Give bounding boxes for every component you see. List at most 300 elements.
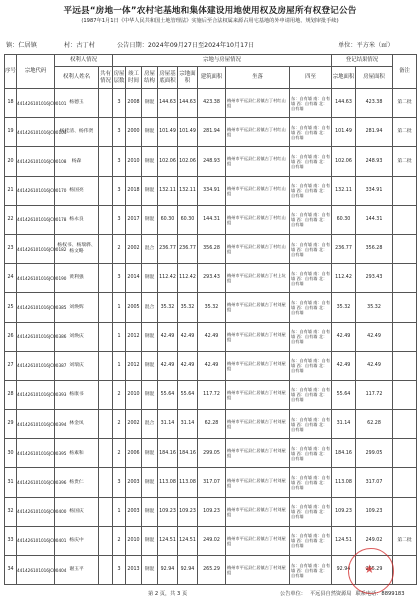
- cell-build-area: 293.43: [198, 264, 226, 293]
- cell-seq: 29: [5, 410, 17, 439]
- cell-bounds: 东：自有墙 南：自有墙 西：自有墙 北：自有墙: [290, 322, 332, 351]
- cell-build-area: 144.31: [198, 205, 226, 234]
- cell-reg-house: 42.49: [356, 322, 393, 351]
- cell-year: 2010: [126, 147, 142, 176]
- page-indicator: 第 2 页，共 3 页: [148, 591, 188, 597]
- table-row: [5, 439, 417, 468]
- cell-code: 441426101016JC00401: [17, 526, 55, 555]
- cell-note: [393, 322, 417, 351]
- cell-floors: 1: [113, 497, 126, 526]
- cell-year: 2014: [126, 264, 142, 293]
- cell-name: 刘瑞庆: [55, 351, 99, 380]
- cell-land-area: 55.64: [178, 380, 198, 409]
- table-row: [5, 410, 417, 439]
- cell-year: 2010: [126, 380, 142, 409]
- cell-build-area: 35.32: [198, 293, 226, 322]
- cell-reg-land: 35.32: [332, 293, 356, 322]
- cell-struct: 钢混: [142, 556, 158, 585]
- cell-base-area: 144.63: [158, 89, 178, 118]
- cell-note: [393, 556, 417, 585]
- table-row: [5, 89, 417, 118]
- cell-struct: 钢混: [142, 118, 158, 147]
- cell-year: 2000: [126, 118, 142, 147]
- cell-location: 梅州市平远县仁居镇古丁村上坑组: [226, 264, 290, 293]
- cell-reg-house: 265.29: [356, 556, 393, 585]
- cell-location: 梅州市平远县仁居镇古丁村红山组: [226, 205, 290, 234]
- cell-code: 441426101016JC00394: [17, 410, 55, 439]
- cell-base-area: 42.49: [158, 322, 178, 351]
- cell-note: [393, 410, 417, 439]
- cell-floors: 2: [113, 526, 126, 555]
- cell-name: 杨桂清、杨伟贤: [55, 118, 99, 147]
- cell-year: 2018: [126, 176, 142, 205]
- cell-name: 杨国庆: [55, 497, 99, 526]
- cell-co: [99, 293, 113, 322]
- col-header-note: 备注: [393, 55, 417, 89]
- cell-year: 2008: [126, 89, 142, 118]
- cell-floors: 1: [113, 351, 126, 380]
- cell-location: 梅州市平远县仁居镇古丁村刘屋组: [226, 439, 290, 468]
- cell-code: 441426101016JC00385: [17, 293, 55, 322]
- cell-floors: 3: [113, 147, 126, 176]
- cell-note: 第二批: [393, 118, 417, 147]
- cell-note: [393, 468, 417, 497]
- cell-name: 杨权书、杨瑞骅、杨文略: [55, 234, 99, 263]
- table-row: [5, 118, 417, 147]
- cell-co: [99, 439, 113, 468]
- cell-location: 梅州市平远县仁居镇古丁村刘屋组: [226, 293, 290, 322]
- cell-seq: 20: [5, 147, 17, 176]
- cell-reg-house: 317.07: [356, 468, 393, 497]
- period-label: 公告日期：2024年09月27日至2024年10月17日: [117, 42, 255, 49]
- cell-base-area: 112.42: [158, 264, 178, 293]
- cell-base-area: 102.06: [158, 147, 178, 176]
- table-row: [5, 322, 417, 351]
- cell-floors: 3: [113, 264, 126, 293]
- doc-subtitle: (1987年1月1日《中华人民共和国土地管理法》实施后至合法权属来源占用宅基地的外申请用地、规划审批手续): [81, 18, 339, 24]
- cell-reg-land: 124.51: [332, 526, 356, 555]
- cell-land-area: 101.49: [178, 118, 198, 147]
- cell-reg-house: 62.28: [356, 410, 393, 439]
- cell-reg-house: 42.49: [356, 351, 393, 380]
- village-label: 村：古丁村: [64, 42, 95, 49]
- cell-name: 谢玉平: [55, 556, 99, 585]
- doc-title: 平远县“房地一体”农村宅基地和集体建设用地使用权及房屋所有权登记公告: [63, 6, 357, 16]
- cell-note: [393, 439, 417, 468]
- cell-name: 刘焕辉: [55, 293, 99, 322]
- cell-co: [99, 118, 113, 147]
- cell-build-area: 317.07: [198, 468, 226, 497]
- cell-struct: 钢混: [142, 205, 158, 234]
- cell-co: [99, 556, 113, 585]
- cell-land-area: 102.06: [178, 147, 198, 176]
- col-header-build-area: 建筑面积: [198, 67, 226, 89]
- cell-struct: 混合: [142, 410, 158, 439]
- cell-reg-land: 55.64: [332, 380, 356, 409]
- cell-name: 林金凤: [55, 410, 99, 439]
- cell-seq: 34: [5, 556, 17, 585]
- col-group-reg: 登记结果情况: [332, 55, 393, 67]
- table-row: [5, 526, 417, 555]
- col-header-land-area: 宗地面积: [178, 67, 198, 89]
- col-header-struct: 房屋结构: [142, 67, 158, 89]
- cell-floors: 3: [113, 176, 126, 205]
- cell-reg-land: 109.23: [332, 497, 356, 526]
- cell-reg-house: 293.43: [356, 264, 393, 293]
- cell-struct: 钢混: [142, 147, 158, 176]
- cell-name: 杨永良: [55, 205, 99, 234]
- cell-reg-house: 248.93: [356, 147, 393, 176]
- cell-code: 441426101016JC00386: [17, 322, 55, 351]
- cell-co: [99, 234, 113, 263]
- cell-land-area: 113.08: [178, 468, 198, 497]
- cell-seq: 23: [5, 234, 17, 263]
- cell-bounds: 东：自有墙 南：自有墙 西：自有墙 北：自有墙: [290, 497, 332, 526]
- table-row: [5, 380, 417, 409]
- cell-co: [99, 468, 113, 497]
- cell-year: 2003: [126, 497, 142, 526]
- cell-location: 梅州市平远县仁居镇古丁村红山组: [226, 89, 290, 118]
- cell-build-area: 117.72: [198, 380, 226, 409]
- cell-location: 梅州市平远县仁居镇古丁村刘屋组: [226, 468, 290, 497]
- cell-reg-land: 42.49: [332, 351, 356, 380]
- cell-year: 2012: [126, 351, 142, 380]
- cell-floors: 2: [113, 410, 126, 439]
- cell-note: 第二批: [393, 89, 417, 118]
- cell-location: 梅州市平远县仁居镇古丁村刘屋组: [226, 410, 290, 439]
- cell-struct: 钢混: [142, 526, 158, 555]
- cell-location: 梅州市平远县仁居镇古丁村红山组: [226, 234, 290, 263]
- cell-reg-land: 102.06: [332, 147, 356, 176]
- cell-base-area: 236.77: [158, 234, 178, 263]
- cell-base-area: 35.32: [158, 293, 178, 322]
- cell-seq: 25: [5, 293, 17, 322]
- cell-seq: 19: [5, 118, 17, 147]
- cell-build-area: 281.94: [198, 118, 226, 147]
- cell-year: 2003: [126, 468, 142, 497]
- cell-build-area: 299.05: [198, 439, 226, 468]
- cell-build-area: 42.49: [198, 322, 226, 351]
- unit-label: 单位：平方米（㎡）: [338, 42, 394, 49]
- cell-floors: 2: [113, 380, 126, 409]
- cell-base-area: 184.16: [158, 439, 178, 468]
- cell-name: 杨德玉: [55, 89, 99, 118]
- col-header-co: 共有情况: [99, 67, 113, 89]
- cell-reg-land: 112.42: [332, 264, 356, 293]
- table-row: [5, 468, 417, 497]
- cell-name: 杨庆中: [55, 526, 99, 555]
- table-row: [5, 293, 417, 322]
- cell-floors: 2: [113, 439, 126, 468]
- cell-land-area: 31.14: [178, 410, 198, 439]
- cell-bounds: 东：自有墙 南：自有墙 西：自有墙 北：自有墙: [290, 176, 332, 205]
- cell-location: 梅州市平远县仁居镇古丁村刘屋组: [226, 380, 290, 409]
- cell-struct: 钢混: [142, 89, 158, 118]
- cell-reg-land: 42.49: [332, 322, 356, 351]
- col-header-base-area: 房屋基底面积: [158, 67, 178, 89]
- cell-struct: 钢混: [142, 264, 158, 293]
- table-row: [5, 205, 417, 234]
- cell-bounds: 东：自有墙 南：自有墙 西：自有墙 北：自有墙: [290, 147, 332, 176]
- cell-seq: 30: [5, 439, 17, 468]
- cell-bounds: 东：自有墙 南：自有墙 西：自有墙 北：自有墙: [290, 439, 332, 468]
- official-seal: [348, 548, 394, 594]
- cell-code: 441426101016JC00178: [17, 205, 55, 234]
- cell-bounds: 东：自有墙 南：自有墙 西：自有墙 北：自有墙: [290, 410, 332, 439]
- col-header-bounds: 四至: [290, 67, 332, 89]
- cell-code: 441426101016JC00108: [17, 147, 55, 176]
- cell-base-area: 132.11: [158, 176, 178, 205]
- cell-reg-land: 113.08: [332, 468, 356, 497]
- cell-build-area: 109.23: [198, 497, 226, 526]
- cell-build-area: 249.02: [198, 526, 226, 555]
- col-header-name: 权利人姓名: [55, 67, 99, 89]
- cell-location: 梅州市平远县仁居镇古丁村刘屋组: [226, 322, 290, 351]
- col-header-reg-land: 宗地面积: [332, 67, 356, 89]
- cell-year: 2002: [126, 410, 142, 439]
- cell-reg-land: 184.16: [332, 439, 356, 468]
- town-label: 镇：仁居镇: [6, 42, 37, 49]
- cell-note: [393, 293, 417, 322]
- cell-location: 梅州市平远县仁居镇古丁村红山组: [226, 147, 290, 176]
- cell-base-area: 101.49: [158, 118, 178, 147]
- cell-co: [99, 497, 113, 526]
- table-row: [5, 497, 417, 526]
- cell-struct: 钢混: [142, 176, 158, 205]
- cell-floors: 3: [113, 468, 126, 497]
- cell-year: 2005: [126, 293, 142, 322]
- cell-base-area: 42.49: [158, 351, 178, 380]
- cell-location: 梅州市平远县仁居镇古丁村刘屋组: [226, 526, 290, 555]
- publisher-line: [280, 590, 409, 597]
- col-header-code: 宗地代码: [17, 55, 55, 89]
- cell-reg-house: 423.38: [356, 89, 393, 118]
- col-header-reg-house: 房屋面积: [356, 67, 393, 89]
- table-row: [5, 176, 417, 205]
- cell-co: [99, 147, 113, 176]
- cell-base-area: 109.23: [158, 497, 178, 526]
- cell-code: 441426101016JC00182: [17, 234, 55, 263]
- cell-land-area: 132.11: [178, 176, 198, 205]
- cell-struct: 钢混: [142, 468, 158, 497]
- cell-bounds: 东：自有墙 南：自有墙 西：自有墙 北：自有墙: [290, 293, 332, 322]
- cell-land-area: 42.49: [178, 351, 198, 380]
- cell-base-area: 55.64: [158, 380, 178, 409]
- cell-name: 杨素和: [55, 439, 99, 468]
- cell-co: [99, 380, 113, 409]
- cell-bounds: 东：自有墙 南：自有墙 西：自有墙 北：自有墙: [290, 380, 332, 409]
- cell-floors: 3: [113, 556, 126, 585]
- cell-land-area: 236.77: [178, 234, 198, 263]
- cell-bounds: 东：自有墙 南：自有墙 西：自有墙 北：自有墙: [290, 118, 332, 147]
- cell-code: 441426101016JC00101: [17, 89, 55, 118]
- cell-reg-house: 299.05: [356, 439, 393, 468]
- cell-bounds: 东：自有墙 南：自有墙 西：自有墙 北：自有墙: [290, 89, 332, 118]
- publisher-label: 公告单位：: [280, 591, 306, 597]
- cell-build-area: 62.28: [198, 410, 226, 439]
- col-header-loc: 坐落: [226, 67, 290, 89]
- cell-seq: 27: [5, 351, 17, 380]
- col-header-seq: 序号: [5, 55, 17, 89]
- cell-reg-land: 132.11: [332, 176, 356, 205]
- table-row: [5, 264, 417, 293]
- cell-reg-house: 281.94: [356, 118, 393, 147]
- cell-land-area: 109.23: [178, 497, 198, 526]
- cell-bounds: 东：自有墙 南：自有墙 西：自有墙 北：自有墙: [290, 468, 332, 497]
- cell-reg-house: 35.32: [356, 293, 393, 322]
- cell-location: 梅州市平远县仁居镇古丁村刘屋组: [226, 497, 290, 526]
- cell-name: 杨国亮: [55, 176, 99, 205]
- cell-year: 2013: [126, 556, 142, 585]
- cell-code: 441426101016JC00393: [17, 380, 55, 409]
- cell-seq: 31: [5, 468, 17, 497]
- cell-struct: 钢混: [142, 380, 158, 409]
- cell-base-area: 92.94: [158, 556, 178, 585]
- cell-seq: 22: [5, 205, 17, 234]
- cell-floors: 3: [113, 205, 126, 234]
- cell-name: 黄利强: [55, 264, 99, 293]
- cell-note: 第二批: [393, 147, 417, 176]
- cell-build-area: 356.28: [198, 234, 226, 263]
- cell-struct: 钢混: [142, 439, 158, 468]
- cell-seq: 21: [5, 176, 17, 205]
- cell-note: [393, 234, 417, 263]
- cell-floors: 3: [113, 118, 126, 147]
- cell-base-area: 60.30: [158, 205, 178, 234]
- cell-floors: 2: [113, 234, 126, 263]
- cell-co: [99, 89, 113, 118]
- cell-co: [99, 264, 113, 293]
- cell-land-area: 144.63: [178, 89, 198, 118]
- table-row: [5, 147, 417, 176]
- cell-year: 2006: [126, 439, 142, 468]
- cell-year: 2010: [126, 526, 142, 555]
- cell-code: 441426101016JC00190: [17, 264, 55, 293]
- cell-co: [99, 526, 113, 555]
- cell-bounds: 东：自有墙 南：自有墙 西：自有墙 北：自有墙: [290, 556, 332, 585]
- cell-year: 2002: [126, 234, 142, 263]
- cell-seq: 26: [5, 322, 17, 351]
- cell-location: 梅州市平远县仁居镇古丁村红山组: [226, 176, 290, 205]
- cell-build-area: 42.49: [198, 351, 226, 380]
- cell-base-area: 31.14: [158, 410, 178, 439]
- cell-reg-land: 101.49: [332, 118, 356, 147]
- cell-note: [393, 264, 417, 293]
- cell-code: 441426101016JC00395: [17, 439, 55, 468]
- cell-land-area: 35.32: [178, 293, 198, 322]
- cell-note: [393, 497, 417, 526]
- registration-table: [4, 54, 417, 585]
- cell-bounds: 东：自有墙 南：自有墙 西：自有墙 北：自有墙: [290, 205, 332, 234]
- cell-seq: 33: [5, 526, 17, 555]
- cell-bounds: 东：自有墙 南：自有墙 西：自有墙 北：自有墙: [290, 234, 332, 263]
- cell-name: 杨康书: [55, 380, 99, 409]
- cell-reg-land: 31.14: [332, 410, 356, 439]
- cell-reg-land: 60.30: [332, 205, 356, 234]
- cell-struct: 钢混: [142, 351, 158, 380]
- cell-location: 梅州市平远县仁居镇古丁村刘屋组: [226, 351, 290, 380]
- cell-co: [99, 351, 113, 380]
- cell-reg-house: 334.91: [356, 176, 393, 205]
- cell-co: [99, 322, 113, 351]
- cell-floors: 1: [113, 322, 126, 351]
- cell-land-area: 92.94: [178, 556, 198, 585]
- publisher-org: 平远县自然资源局: [309, 591, 352, 597]
- cell-year: 2017: [126, 205, 142, 234]
- table-row: [5, 351, 417, 380]
- cell-land-area: 42.49: [178, 322, 198, 351]
- cell-name: 杨森: [55, 147, 99, 176]
- cell-year: 2012: [126, 322, 142, 351]
- cell-land-area: 112.42: [178, 264, 198, 293]
- cell-struct: 混合: [142, 234, 158, 263]
- cell-code: 441426101016JC00396: [17, 468, 55, 497]
- cell-code: 441426101016JC00404: [17, 556, 55, 585]
- cell-floors: 3: [113, 89, 126, 118]
- cell-seq: 28: [5, 380, 17, 409]
- cell-code: 441426101016JC00104: [17, 118, 55, 147]
- contact-phone: 联系电话：8899183: [355, 591, 405, 597]
- cell-code: 441426101016JC00387: [17, 351, 55, 380]
- cell-bounds: 东：自有墙 南：自有墙 西：自有墙 北：自有墙: [290, 526, 332, 555]
- cell-seq: 24: [5, 264, 17, 293]
- cell-land-area: 60.30: [178, 205, 198, 234]
- cell-base-area: 113.08: [158, 468, 178, 497]
- cell-note: [393, 351, 417, 380]
- cell-note: 第二批: [393, 526, 417, 555]
- cell-floors: 1: [113, 293, 126, 322]
- cell-reg-house: 144.31: [356, 205, 393, 234]
- cell-name: 杨贵仁: [55, 468, 99, 497]
- cell-struct: 钢混: [142, 322, 158, 351]
- cell-bounds: 东：自有墙 南：自有墙 西：自有墙 北：自有墙: [290, 264, 332, 293]
- col-header-year: 竣工时间: [126, 67, 142, 89]
- cell-note: [393, 176, 417, 205]
- cell-reg-house: 117.72: [356, 380, 393, 409]
- cell-code: 441426101016JC00170: [17, 176, 55, 205]
- cell-build-area: 248.93: [198, 147, 226, 176]
- cell-co: [99, 410, 113, 439]
- cell-base-area: 124.51: [158, 526, 178, 555]
- cell-build-area: 334.91: [198, 176, 226, 205]
- cell-note: [393, 205, 417, 234]
- cell-reg-land: 92.94: [332, 556, 356, 585]
- cell-co: [99, 176, 113, 205]
- col-group-rights: 权利人情况: [55, 55, 113, 67]
- cell-code: 441426101016JC00400: [17, 497, 55, 526]
- cell-note: [393, 380, 417, 409]
- cell-location: 梅州市平远县仁居镇古丁村红山组: [226, 118, 290, 147]
- cell-reg-house: 356.28: [356, 234, 393, 263]
- cell-land-area: 184.16: [178, 439, 198, 468]
- cell-build-area: 423.38: [198, 89, 226, 118]
- cell-name: 刘焕庆: [55, 322, 99, 351]
- table-body: [5, 89, 417, 585]
- cell-bounds: 东：自有墙 南：自有墙 西：自有墙 北：自有墙: [290, 351, 332, 380]
- cell-reg-land: 144.63: [332, 89, 356, 118]
- cell-location: 梅州市平远县仁居镇古丁村刘屋组: [226, 556, 290, 585]
- cell-seq: 18: [5, 89, 17, 118]
- cell-struct: 混合: [142, 293, 158, 322]
- col-header-floors: 房屋层数: [113, 67, 126, 89]
- cell-seq: 32: [5, 497, 17, 526]
- table-row: [5, 234, 417, 263]
- cell-struct: 钢混: [142, 497, 158, 526]
- cell-co: [99, 205, 113, 234]
- cell-reg-house: 109.23: [356, 497, 393, 526]
- col-group-land: 宗地与房屋情况: [113, 55, 332, 67]
- cell-reg-house: 249.02: [356, 526, 393, 555]
